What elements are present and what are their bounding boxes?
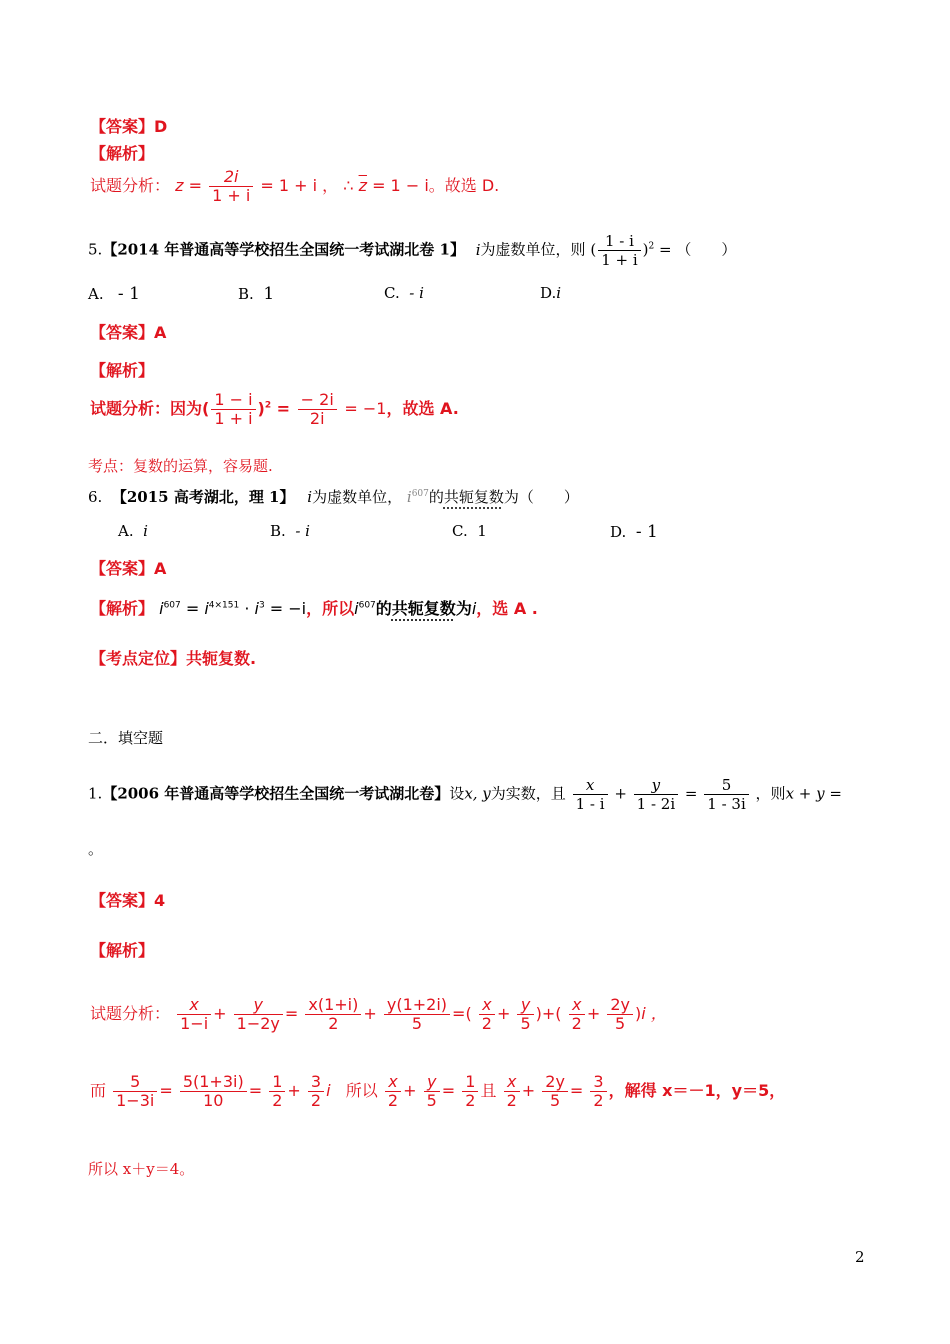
fraction: $\frac{3}{2}$ xyxy=(590,1073,606,1110)
stem-text: ，则 xyxy=(755,784,786,803)
stem-text: 为虚数单位， xyxy=(312,488,403,506)
fraction: $\frac{x}{1 - i}$ xyxy=(573,776,608,813)
f1-final: 所以 x＋y＝4。 xyxy=(88,1160,195,1178)
fraction: $\frac{x}{2}$ xyxy=(385,1073,401,1110)
stem-text: 设 xyxy=(449,784,465,803)
fraction: $\frac{5(1+3i)}{10}$ xyxy=(180,1073,247,1110)
exponent: 607 xyxy=(411,489,429,499)
q5-kaodian: 考点：复数的运算，容易题. xyxy=(88,457,273,475)
stem-text: 的 xyxy=(428,488,444,506)
q5-stem: 5.【2014 年普通高等学校招生全国统一考试湖北卷 1】 i为虚数单位，则 ( $\frac{1 - i}{1 + i}$ )$^2$ = （ ） xyxy=(88,232,737,269)
q6-option-b: B. - i xyxy=(270,522,310,540)
equation-part: z = xyxy=(175,176,202,195)
exponent: 4×151 xyxy=(208,600,240,611)
answer-tag: 【答案】 xyxy=(90,559,155,578)
analysis-text: 所以 xyxy=(345,1081,378,1100)
f1-stem: 1.【2006 年普通高等学校招生全国统一考试湖北卷】设x, y为实数，且 $\frac{x}{1 - i}$ + $\frac{y}{1 - 2i}$ = $\frac{5}{1 - 3i}$ ，则x + y = xyxy=(88,776,842,813)
analysis-text: 的 xyxy=(375,599,392,618)
answer-tag: 【答案】 xyxy=(90,891,155,910)
analysis-tag: 【解析】 xyxy=(90,599,155,618)
variable-i: i xyxy=(475,240,481,259)
variable-i: i xyxy=(307,488,313,506)
question-number: 5. xyxy=(88,240,103,259)
emphasized-text: 共轭复数 xyxy=(443,488,504,506)
fraction: $\frac{- 2i}{2i}$ xyxy=(298,391,337,428)
fraction: $\frac{1}{2}$ xyxy=(462,1073,478,1110)
q4-analysis-tag: 【解析】 xyxy=(90,144,155,163)
question-source: 【2006 年普通高等学校招生全国统一考试湖北卷】 xyxy=(102,784,450,803)
question-number: 6. xyxy=(88,488,103,506)
f1-analysis-tag: 【解析】 xyxy=(90,941,155,960)
question-source: 【2014 年普通高等学校招生全国统一考试湖北卷 1】 xyxy=(102,240,465,259)
stem-text: x + y = xyxy=(785,784,842,803)
q6-option-a: A. i xyxy=(118,522,148,540)
fraction: $\frac{y}{1-2y}$ xyxy=(234,996,283,1033)
analysis-text: ，所以 xyxy=(306,599,355,618)
q4-analysis xyxy=(90,168,499,205)
analysis-text: 且 xyxy=(480,1081,497,1100)
f1-period: 。 xyxy=(88,840,104,858)
fraction: $\frac{1 - i}{1 + i}$ xyxy=(598,232,640,269)
fraction: $\frac{5}{1-3i}$ xyxy=(113,1073,157,1110)
q5-option-b: B. 1 xyxy=(238,284,275,304)
f1-analysis-line1: 试题分析： $\frac{x}{1-i}$ + $\frac{y}{1-2y}$ = $\frac{x(1+i)}{2}$ + $\frac{y(1+2i)}{5}$ =( $\frac{x}{2}$ + $\frac{y}{5}$ )+( $\frac{x}{2}$ + $\frac{2y}{5}$ )i ， xyxy=(90,995,667,1033)
fraction: $\frac{x(1+i)}{2}$ xyxy=(305,996,361,1033)
variables: x, y xyxy=(464,784,491,803)
analysis-prefix: 试题分析： xyxy=(90,176,171,195)
analysis-text: ，选 A . xyxy=(476,599,538,618)
variable-i: i xyxy=(406,488,412,506)
kaodian-tag: 【考点定位】 xyxy=(90,649,187,668)
stem-text: 为实数，且 xyxy=(490,784,566,803)
answer-value: A xyxy=(154,323,167,342)
fraction: $\frac{2y}{5}$ xyxy=(607,996,633,1033)
kaodian-text: 共轭复数. xyxy=(186,649,257,668)
z-bar: $\overline{z}$ xyxy=(358,176,367,195)
fraction: $\frac{y}{5}$ xyxy=(517,996,533,1033)
q5-option-d: D.i xyxy=(540,284,562,302)
q6-answer xyxy=(90,556,166,579)
exponent: 3 xyxy=(258,600,265,611)
q5-option-a: A. - 1 xyxy=(88,284,140,304)
q5-analysis: 试题分析：因为( $\frac{1 - i}{1 + i}$ )$^2$ = $\frac{- 2i}{2i}$ = −1，故选 A. xyxy=(90,390,459,428)
question-number: 1. xyxy=(88,784,103,803)
q6-stem xyxy=(88,486,579,507)
analysis-prefix: 试题分析： xyxy=(90,1004,171,1023)
conclusion: 。故选 D. xyxy=(428,176,500,195)
emphasized-text: 共轭复数 xyxy=(391,599,456,618)
q5-analysis-tag: 【解析】 xyxy=(90,361,155,380)
fraction: $\frac{3}{2}$ xyxy=(308,1073,324,1110)
q5-answer xyxy=(90,320,166,343)
equation-part: = −i xyxy=(269,599,307,618)
q4-answer xyxy=(90,114,167,137)
fraction: $\frac{1}{2}$ xyxy=(269,1073,285,1110)
q6-kaodian xyxy=(90,646,256,669)
fraction: $\frac{y}{5}$ xyxy=(424,1073,440,1110)
answer-value: D xyxy=(154,117,168,136)
q5-option-c: C. - i xyxy=(384,284,424,302)
fraction: $\frac{x}{2}$ xyxy=(569,996,585,1033)
section-title: 二．填空题 xyxy=(88,729,164,747)
line-tail: ，解得 x＝－1，y＝5， xyxy=(608,1081,786,1100)
page-number: 2 xyxy=(855,1248,865,1266)
f1-analysis-line2: 而 $\frac{5}{1-3i}$ = $\frac{5(1+3i)}{10}$ = $\frac{1}{2}$ + $\frac{3}{2}$ i 所以 $\frac{x}{2}$ + $\frac{y}{5}$ = $\frac{1}{2}$ 且 $\frac{x}{2}$ + $\frac{2y}{5}$ = $\frac{3}{2}$ ，解得 x＝－1，y＝5， xyxy=(90,1072,786,1110)
answer-tag: 【答案】 xyxy=(90,323,155,342)
fraction: $\frac{x}{1-i}$ xyxy=(177,996,211,1033)
answer-tag: 【答案】 xyxy=(90,117,155,136)
result: = −1 xyxy=(344,399,387,418)
therefore-symbol: ∴ xyxy=(343,176,354,195)
fraction: $\frac{y}{1 - 2i}$ xyxy=(634,776,679,813)
f1-answer xyxy=(90,888,165,911)
analysis-prefix: 试题分析：因为 xyxy=(90,399,203,418)
q6-analysis: 【解析】 $i^{607} = i^{4\times 151} \cdot i^3 = -i$，所以$i^{607}$的共轭复数为i，选 A . xyxy=(90,599,538,618)
fraction: $\frac{2i}{1 + i}$ xyxy=(209,168,253,205)
answer-value: 4 xyxy=(154,891,166,910)
equation-part: = 1 − i xyxy=(372,176,429,195)
q6-option-d: D. - 1 xyxy=(610,522,658,542)
question-source: 【2015 高考湖北，理 1】 xyxy=(111,488,295,506)
stem-text: 为虚数单位，则 xyxy=(480,240,586,259)
conclusion: ，故选 A. xyxy=(386,399,459,418)
equation-part: = 1 + i ， xyxy=(260,176,339,195)
q6-option-c: C. 1 xyxy=(452,522,487,540)
analysis-text: 为 xyxy=(455,599,472,618)
exponent: 607 xyxy=(163,600,181,611)
fraction: $\frac{x}{2}$ xyxy=(504,1073,520,1110)
line-tail: i ， xyxy=(641,1004,667,1023)
analysis-prefix: 而 xyxy=(90,1081,107,1100)
stem-tail: 为（ ） xyxy=(503,488,579,506)
fraction: $\frac{y(1+2i)}{5}$ xyxy=(384,996,450,1033)
fraction: $\frac{5}{1 - 3i}$ xyxy=(704,776,749,813)
stem-tail: = （ ） xyxy=(659,240,737,259)
fraction: $\frac{2y}{5}$ xyxy=(542,1073,568,1110)
exponent: 607 xyxy=(358,600,376,611)
fraction: $\frac{x}{2}$ xyxy=(479,996,495,1033)
fraction: $\frac{1 - i}{1 + i}$ xyxy=(211,391,255,428)
answer-value: A xyxy=(154,559,167,578)
